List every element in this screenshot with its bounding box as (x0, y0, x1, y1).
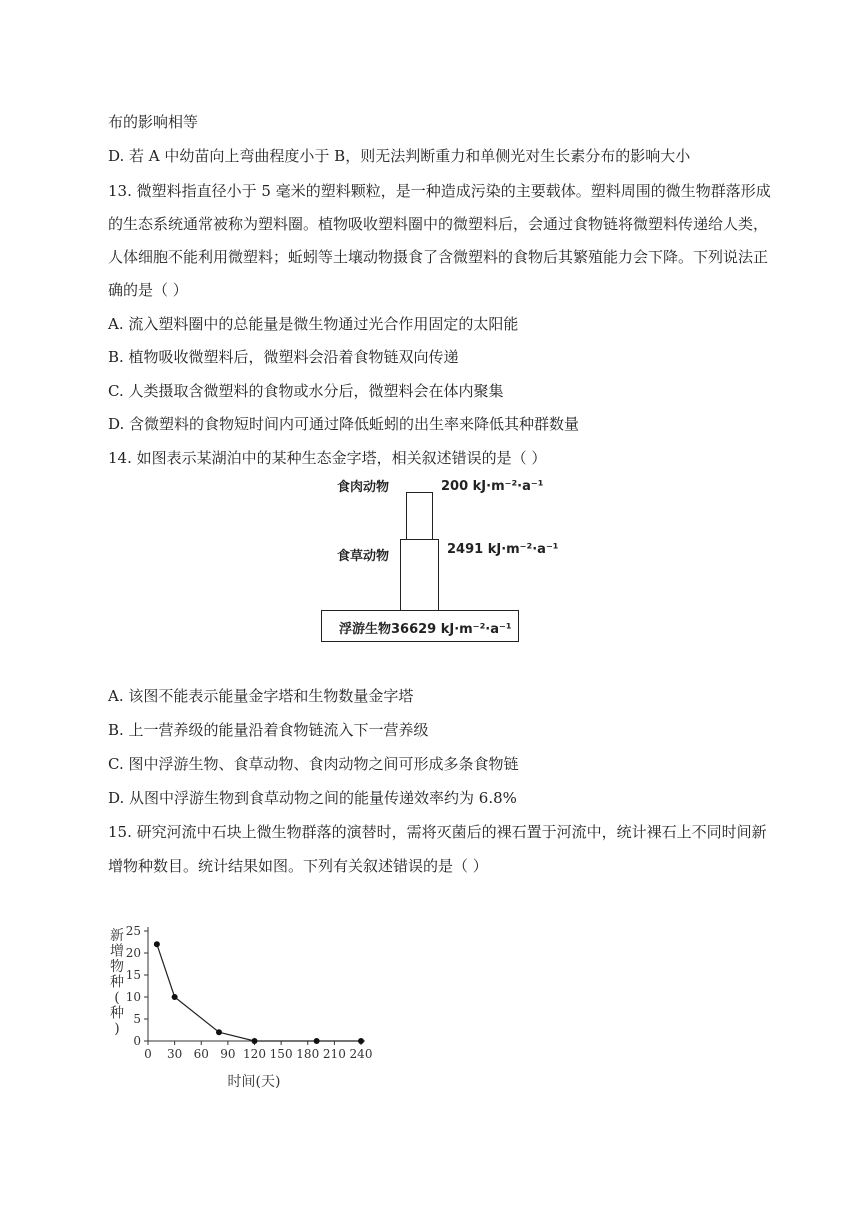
question-13-option-d: D. 含微塑料的食物短时间内可通过降低蚯蚓的出生率来降低其种群数量 (108, 415, 580, 433)
chart-y-axis-label-char: ( (114, 990, 120, 1006)
option-d-prev: D. 若 A 中幼苗向上弯曲程度小于 B，则无法判断重力和单侧光对生长素分布的影响大小 (108, 147, 691, 165)
chart-y-axis-label-char: 种 (110, 1005, 124, 1022)
chart-y-tick-label: 10 (125, 990, 141, 1004)
chart-x-tick-label: 210 (322, 1047, 346, 1061)
question-13-line-4: 确的是（ ） (108, 281, 188, 299)
question-13-option-c: C. 人类摄取含微塑料的食物或水分后，微塑料会在体内聚集 (108, 382, 504, 400)
question-15-line-2: 增物种数目。统计结果如图。下列有关叙述错误的是（ ） (108, 857, 488, 875)
chart-x-tick-label: 150 (269, 1047, 293, 1061)
chart-data-point (252, 1038, 258, 1044)
text-line-continuation: 布的影响相等 (108, 113, 199, 131)
pyramid-herbivore-value: 2491 kJ·m⁻²·a⁻¹ (447, 542, 559, 557)
chart-y-tick-label: 25 (125, 924, 141, 938)
chart-y-axis-label-char: 物 (110, 959, 124, 975)
question-14-option-b: B. 上一营养级的能量沿着食物链流入下一营养级 (108, 721, 429, 739)
chart-data-point (154, 941, 160, 947)
chart-y-axis-label (110, 928, 124, 1037)
chart-data-point (216, 1029, 222, 1035)
chart-x-axis-label: 时间(天) (227, 1074, 281, 1090)
chart-x-tick-label: 30 (166, 1047, 183, 1061)
chart-y-axis-label-char: 新 (110, 928, 124, 944)
species-line-chart (100, 920, 390, 1095)
question-14-option-c: C. 图中浮游生物、食草动物、食肉动物之间可形成多条食物链 (108, 755, 519, 773)
question-13-line-1: 13. 微塑料指直径小于 5 毫米的塑料颗粒，是一种造成污染的主要载体。塑料周围的微生物群落形成 (108, 182, 771, 200)
chart-y-tick-label: 0 (133, 1034, 141, 1048)
pyramid-plankton-label: 浮游生物36629 kJ·m⁻²·a⁻¹ (339, 622, 512, 637)
question-14-stem: 14. 如图表示某湖泊中的某种生态金字塔，相关叙述错误的是（ ） (108, 449, 547, 467)
pyramid-herbivore-label: 食草动物 (337, 549, 390, 564)
question-15-line-1: 15. 研究河流中石块上微生物群落的演替时，需将灭菌后的裸石置于河流中，统计裸石上不同时间新 (108, 823, 767, 841)
pyramid-carnivore-value: 200 kJ·m⁻²·a⁻¹ (441, 479, 544, 494)
chart-data-point (358, 1038, 364, 1044)
chart-data-point (314, 1038, 320, 1044)
chart-x-tick-label: 60 (193, 1047, 209, 1061)
chart-y-axis-label-char: 种 (110, 974, 124, 991)
chart-x-tick-label: 240 (349, 1047, 373, 1061)
chart-x-tick-label: 0 (144, 1047, 152, 1061)
chart-y-tick-label: 15 (125, 968, 141, 982)
chart-y-axis-label-char: ) (114, 1021, 120, 1037)
pyramid-carnivore-label: 食肉动物 (337, 480, 390, 495)
question-13-line-2: 的生态系统通常被称为塑料圈。植物吸收塑料圈中的微塑料后，会通过食物链将微塑料传递给人类， (108, 215, 769, 233)
pyramid-carnivore-bar (406, 492, 433, 540)
chart-y-axis-label-char: 增 (110, 943, 124, 960)
question-13-line-3: 人体细胞不能利用微塑料；蚯蚓等土壤动物摄食了含微塑料的食物后其繁殖能力会下降。下列说法正 (108, 248, 769, 266)
question-14-option-d: D. 从图中浮游生物到食草动物之间的能量传递效率约为 6.8% (108, 789, 517, 807)
question-13-option-b: B. 植物吸收微塑料后，微塑料会沿着食物链双向传递 (108, 348, 459, 366)
question-14-option-a: A. 该图不能表示能量金字塔和生物数量金字塔 (108, 687, 414, 705)
question-13-option-a: A. 流入塑料圈中的总能量是微生物通过光合作用固定的太阳能 (108, 315, 519, 333)
pyramid-herbivore-bar (400, 539, 439, 611)
chart-y-tick-label: 20 (125, 946, 141, 960)
chart-x-tick-label: 180 (296, 1047, 320, 1061)
chart-data-point (172, 994, 178, 1000)
pyramid-plankton-bar (321, 610, 519, 642)
chart-x-tick-label: 120 (243, 1047, 266, 1061)
chart-x-tick-label: 90 (220, 1047, 236, 1061)
chart-series-line (157, 944, 361, 1041)
chart-y-tick-label: 5 (133, 1012, 141, 1026)
